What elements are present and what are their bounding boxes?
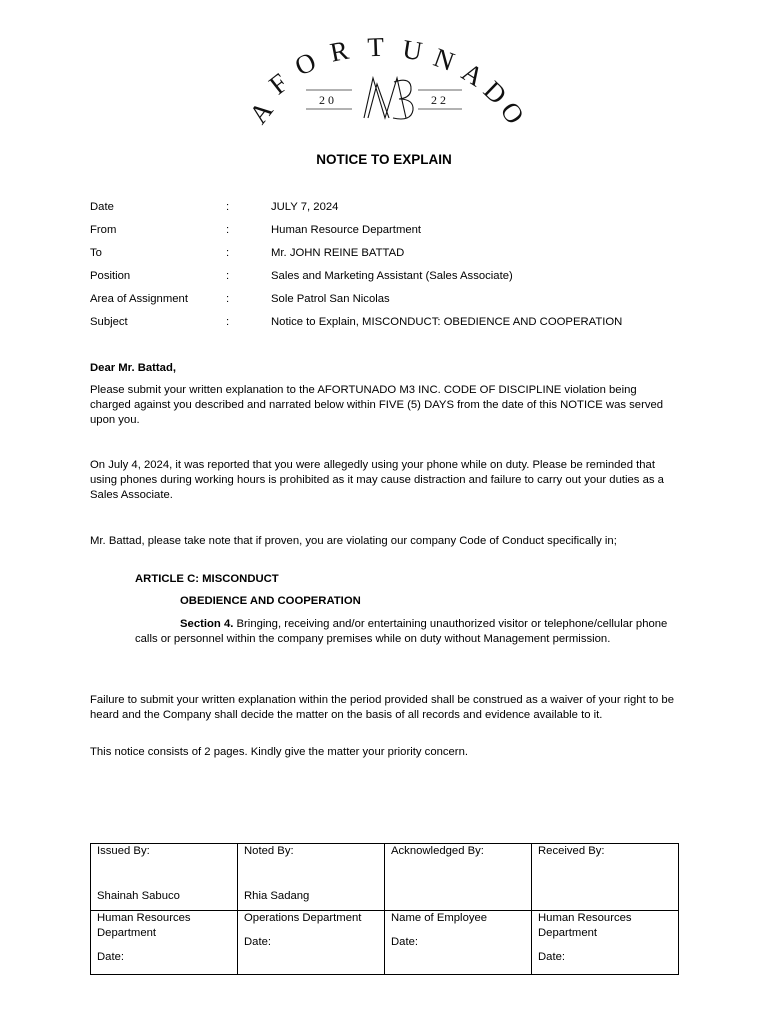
field-value: JULY 7, 2024: [271, 201, 339, 213]
signature-dept-cell: [532, 911, 679, 975]
field-value: Notice to Explain, MISCONDUCT: OBEDIENCE AND COOPERATION: [271, 316, 623, 328]
date-label: Date:: [391, 936, 419, 948]
paragraph-pages: This notice consists of 2 pages. Kindly give the matter your priority concern.: [90, 746, 468, 758]
logo-monogram: [364, 78, 413, 119]
paragraph-instructions: Please submit your written explanation to the AFORTUNADO M3 INC. CODE OF DISCIPLINE violation being charged against you described and narrated below within FIVE (5) DAYS from the date of this NOTICE was served upon you.: [90, 384, 664, 426]
field-label: Position: [90, 270, 131, 282]
field-label: Date: [90, 201, 114, 213]
logo-letter: F: [263, 67, 294, 101]
signature-table: [90, 843, 679, 975]
paragraph-waiver: Failure to submit your written explanation within the period provided shall be construed as a waiver of your right to be heard and the Company shall decide the matter on the basis of all records and evidence available to it.: [90, 694, 674, 721]
field-value: Human Resource Department: [271, 224, 422, 236]
field-label: Area of Assignment: [90, 293, 188, 305]
page-title: NOTICE TO EXPLAIN: [316, 152, 452, 167]
field-label: To: [90, 247, 102, 259]
logo-letter: T: [366, 31, 385, 63]
signatory-department: Operations Department: [244, 912, 362, 924]
notice-info: [90, 200, 690, 338]
logo-letter: N: [429, 42, 459, 77]
section-body: Bringing, receiving and/or entertaining unauthorized visitor or telephone/cellular phone calls or personnel within the company premises while on duty without Management permission.: [135, 618, 668, 645]
logo-letter: O: [494, 96, 531, 130]
logo-letter: O: [290, 46, 321, 82]
logo-year-right: 22: [431, 93, 449, 107]
info-row-subject: [90, 315, 690, 338]
field-label: Subject: [90, 316, 128, 328]
field-colon: :: [226, 224, 230, 236]
field-label: From: [90, 224, 117, 236]
signature-header: Received By:: [538, 845, 605, 857]
logo-letter: D: [477, 74, 513, 111]
signature-header: Acknowledged By:: [391, 845, 484, 857]
article-subheading: OBEDIENCE AND COOPERATION: [180, 595, 361, 607]
date-label: Date:: [244, 936, 272, 948]
signature-dept-cell: [91, 911, 238, 975]
info-row-to: [90, 246, 690, 269]
info-row-from: [90, 223, 690, 246]
signatory-department: Human Resources Department: [97, 912, 191, 939]
info-row-date: [90, 200, 690, 223]
signature-row-top: [91, 844, 679, 911]
date-label: Date:: [538, 951, 566, 963]
signatory-name: Rhia Sadang: [244, 890, 310, 902]
field-value: Sole Patrol San Nicolas: [271, 293, 390, 305]
salutation: Dear Mr. Battad,: [90, 362, 177, 374]
field-colon: :: [226, 316, 230, 328]
field-value: Mr. JOHN REINE BATTAD: [271, 247, 405, 259]
signatory-department: Human Resources Department: [538, 912, 632, 939]
signature-cell-issued: [91, 844, 238, 911]
signature-row-bottom: [91, 911, 679, 975]
signature-header: Noted By:: [244, 845, 294, 857]
signature-header: Issued By:: [97, 845, 150, 857]
article-heading: ARTICLE C: MISCONDUCT: [135, 573, 279, 585]
section-label: Section 4.: [180, 618, 234, 630]
signatory-name: Shainah Sabuco: [97, 890, 180, 902]
field-colon: :: [226, 270, 230, 282]
signature-cell-acknowledged: [385, 844, 532, 911]
info-row-area: [90, 292, 690, 315]
field-colon: :: [226, 201, 230, 213]
logo-letter: A: [456, 56, 489, 93]
signature-cell-noted: [238, 844, 385, 911]
signatory-department: Name of Employee: [391, 912, 488, 924]
paragraph-incident: On July 4, 2024, it was reported that you were allegedly using your phone while on duty. Please be reminded that using phones during working hours is prohibited as it may cause distraction and failure to carry out your duties as a Sales Associate.: [90, 459, 664, 501]
signature-dept-cell: [385, 911, 532, 975]
paragraph-violation: Mr. Battad, please take note that if proven, you are violating our company Code of Conduct specifically in;: [90, 535, 617, 547]
company-logo: [0, 0, 768, 140]
info-row-position: [90, 269, 690, 292]
logo-letter: U: [400, 33, 425, 67]
field-colon: :: [226, 293, 230, 305]
field-value: Sales and Marketing Assistant (Sales Associate): [271, 270, 513, 282]
signature-dept-cell: [238, 911, 385, 975]
section-text: [135, 617, 680, 647]
logo-letter: R: [327, 34, 351, 68]
logo-letter: A: [243, 95, 279, 130]
logo-year-left: 20: [319, 93, 337, 107]
field-colon: :: [226, 247, 230, 259]
signature-cell-received: [532, 844, 679, 911]
date-label: Date:: [97, 951, 125, 963]
